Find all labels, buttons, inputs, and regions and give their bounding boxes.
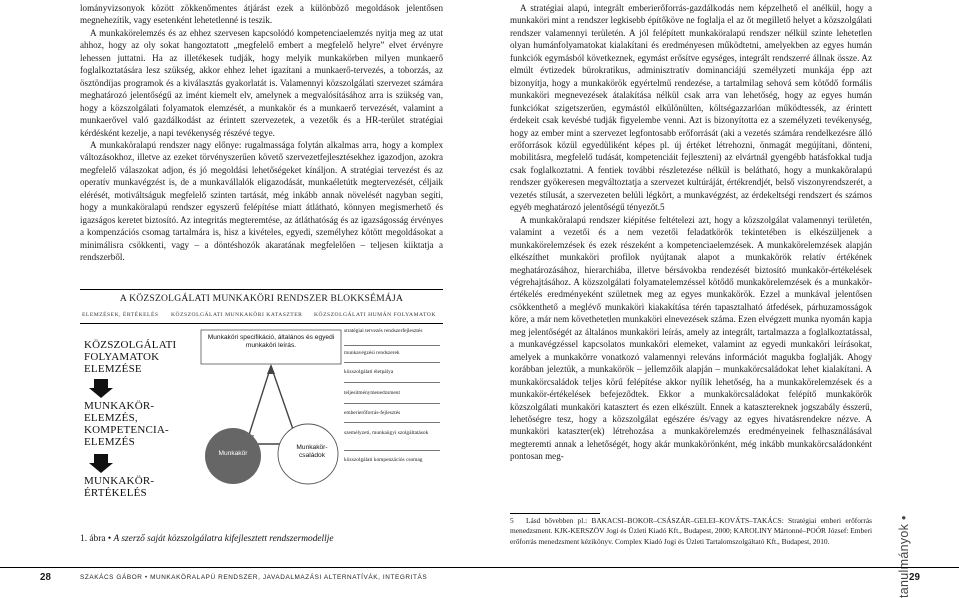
right-paragraph: A munkaköralapú rendszer kiépítése feltételezi azt, hogy a közszolgálat valamennyi területén, valamint a vezetői és a nem vezetői feladatkörök tekintetében is elkészüljenek a munkakörelemzések és ezek részeként a kompetenciaelemzések. A munkakörelemzések alapján elkészíthet munkaköri profilok nyújtanak alapot a munkakörök relatív értékének meghatározásához, hierarchiába, illetve bérsávokba rendezését biztosító munkakör-értékelések végrehajtásához. A közszolgálati folyamatelemzéssel kötődő munkakörelemzések és a munkakör-értékelés eredményeként születnek meg az egyes munkakörök. Ezzel a munkával jelentősen csökkenthető a meglévő munkaköri kiakakítása térén tapasztalható átfedések, párhuzamosságok köre, a már nem követhetetlen munkaköri elnevezések száma. Ezen elvégzett munka nyomán kapja meg jelentőségét az általános munkaköri leírás, amely az integrált, tartalmazza a foglalkoztatással, a munkavégzéssel kapcsolatos munkaköri elemeket, valamint az egyedi munkaköri leírásokat, amelyek a munkakörre vonatkozó valamennyi releváns információt magukba foglalják. Ahogy korábban jeleztük, a munkakörök – jellemzőik alapján – munkakörcsaládokat lehet kialakítani. A munkakörcsaládok teljes körű felépítése akkor nyílik lehetőség, ha a munkakörelemzések és a munkakör-értékelések befejeződtek. Ekkor a munkakörcsaládokat felépítő munkakörök közszolgálati munkaköri katasztert és ezen elkészült. Ennek a katasztereknek jogszabály ésszerű, lehetőségre tesz, hogy a közszolgálat egészére és/vagy az egyes hivatásrendekre nézve. A munkaköri kataszter(ek) létrehozása a munkakörelemzés eredményeinek felhasználásával megteremti annak a lehetőségét, hogy akár munkakörönként, még inkább munkakörcsaládonként pontosan meg- <box>510 214 872 462</box>
section-side-label: tanulmányok • <box>897 515 911 598</box>
figure-caption <box>80 534 334 544</box>
process-divider <box>344 345 440 346</box>
right-text-column <box>510 2 872 463</box>
process-divider <box>344 362 440 363</box>
left-paragraph: lományvizsonyok között zökkenőmentes átjárást ezek a különböző megoldások jelentősen megnehezítik, vagy esetenként lehetetlenné is teszik. <box>80 3 443 26</box>
figure-title: A KÖZSZOLGÁLATI MUNKAKÖRI RENDSZER BLOKKSÉMÁJA <box>119 293 404 304</box>
process-divider <box>344 450 440 451</box>
triangle-diagram <box>196 326 346 486</box>
footnote-number: 5 <box>510 516 514 525</box>
figure-caption-number: 1. ábra • <box>80 534 114 544</box>
footer-divider <box>0 567 959 568</box>
process-divider <box>344 382 440 383</box>
specification-text: Munkaköri specifikáció, általános és egyedi munkaköri leírás. <box>207 334 335 349</box>
footnote-divider <box>510 513 600 514</box>
process-divider <box>344 403 440 404</box>
arrow-line <box>271 366 296 438</box>
figure-header-processes: KÖZSZOLGÁLATI HUMÁN FOLYAMATOK <box>314 312 436 318</box>
footnote-text: Lásd bővebben pl.: BAKACSI–BOKOR–CSÁSZÁR–GELEI–KOVÁTS–TAKÁCS: Stratégiai emberi erőforrás menedzsment. KJK-KERSZÖV Jogi és Üzleti Kiadó Kft., Budapest, 2000; KAROLINY Mártonné–POÓR József: Emberi erőforrás menedzsment kézikönyv. Complex Kiadó Jogi és Üzleti Tartalomszolgáltató Kft., Budapest, 2010. <box>510 516 872 546</box>
stage-job-evaluation: MUNKAKÖR-ÉRTÉKELÉS <box>84 475 155 499</box>
footnote <box>510 516 872 547</box>
block-diagram-figure <box>80 289 443 530</box>
process-item: munkavégzési rendszerek <box>344 350 400 356</box>
arrow-line <box>248 366 271 438</box>
page-number-right: 29 <box>909 572 920 583</box>
stage-job-analysis: MUNKAKÖR-ELEMZÉS, KOMPETENCIA-ELEMZÉS <box>84 400 169 448</box>
figure-caption-text: A szerző saját közszolgálatra kifejlesztett rendszermodellje <box>113 534 334 544</box>
process-item: közszolgálati életpálya <box>344 369 394 375</box>
left-paragraph: A munkakörelemzés és az ehhez szervesen kapcsolódó kompetenciaelemzés nyitja meg az utat ahhoz, hogy az oly sokat hangoztatott „megfelelő embert a megfelelő helyre” elvet érvényre lehessen juttatni. Ha az illetékesek tudják, hogy melyik munkakörben milyen munkaerő foglalkoztatására lesz szükség, akkor ehhez lehet igazítani a munkaerő-tervezés, a toborzás, az ösztöndíjas programok és a kiválasztás gyakorlatát is. Valamennyi közszolgálati szervezet számára meghatározó jelentőségű az imént kiemelt elv, amelynek a megvalósításához arra is szükség van, hogy a közszolgálati folyamatok elemzését, a munkakör és a munkaerő tervezését, valamint a munkaerővel való gazdálkodást az érintett szervezetek, a vezetők és a HR-terület stratégiai kérdésként kezelje, a napi tevékenység részévé tegye. <box>80 27 443 138</box>
process-item: közszolgálati kompenzációs csomag <box>344 457 423 463</box>
figure-header-analysis: ELEMZÉSEK, ÉRTÉKELÉS <box>82 312 159 318</box>
process-item: személyzeti, munkaügyi szolgáltatások <box>344 430 429 436</box>
figure-header-cadastre: KÖZSZOLGÁLATI MUNKAKÖRI KATASZTER <box>171 312 303 318</box>
right-paragraph: A stratégiai alapú, integrált emberierőforrás-gazdálkodás nem képzelhető el anélkül, hogy a munkaköri mint a rendszer legkisebb építőköve ne foglalja el az őt megillető helyet a közszolgálati rendszer valamennyi területén. A jól felépített munkaköralapú rendszer nélkül szinte lehetetlen olyan humánfolyamatokat kialakítani és eredményesen működtetni, amelyekben az egyes humán funkciók egymásból következnek, egymást erősítve egységes, integrált rendszerré állnak össze. Az elmúlt évtizedek bürokratikus, adminisztratív dominanciájú személyzeti munkája épp azt bizonyítja, hogy a munkakörök egyértelmű rendezése, a tartalmilag sehová sem kötődő formális munkaköri megnevezések átalakítása nélkül csak arra van lehetőség, hogy az egyes humán funkciókat szigetszerűen, egymástól elkülönülten, költségazzarlóan működtessék, az érintett érdekeit csak kevésbé tudják figyelembe venni. Azt is bizonyította ez a személyzeti tevékenység, hogy az ember mint a szervezet legfontosabb erőforrását (aki a vezetés számára rendelkezésre álló erőforrások közül egyedüliként képes pl. új értéket létrehozni, önmagát megújítani, dönteni, mobilitásra, megfelelő tudását, kompetenciáit fejleszteni) az elvártnál gyengébb hatásfokkal tudja csak foglalkoztatni. A fentiek további részletezése nélkül is belátható, hogy a munkaköralapú rendszer gyökeresen megváltoztatja a szervezet kultúráját, értékrendjét, belső viszonyrendszerét, a vezetés stílusát, a szervezeten belüli légkört, a munkavégzést, az érdekeltségi rendszert és számos egyéb meghatározó jelentőségű tényezőt.5 <box>510 3 872 213</box>
process-divider <box>344 422 440 423</box>
left-text-column <box>80 2 443 264</box>
job-family-label: Munkakör-családok <box>296 444 328 459</box>
left-paragraph: A munkaköralapú rendszer nagy előnye: rugalmassága folytán alkalmas arra, hogy a komplex változásokhoz, illetve az ezeket törvényszerűen követő szervezetfejlesztésekhez igazodjon, azokra megfelelő válaszokat adjon, és jó megoldási lehetőségeket kínáljon. A stratégiai tervezést és az operatív munkavégzést is, de a munkavállalók eligazodását, munkaéletútk megtervezését, céljaik elérését, motiváltságuk megfelelő szinten tartását, még inkább annak növelését nagyban segíti, hogy a munkaköralapú rendszer egyszerű felépítése miatt átlátható, könnyen megismerhető és igazságos keretet biztosító. Az integritás megteremtése, az átláthatóság és az igazságosság érvényes a kompenzációs csomag tartalmára is, hisz a kivételes, egyedi, személyhez kötött megoldásokat a minimálisra csökkenti, vagy – a döntéshozók akaratának megfelelően – teljesen kiiktatja a rendszerből. <box>80 139 443 263</box>
page-number-left: 28 <box>40 572 51 583</box>
process-item: stratégiai tervezés rendszerfejlesztés <box>344 328 423 334</box>
process-item: emberierőforrás-fejlesztés <box>344 410 401 416</box>
stage-process-analysis: KÖZSZOLGÁLATI FOLYAMATOK ELEMZÉSE <box>84 339 177 375</box>
process-item: teljesítménymenedzsment <box>344 390 400 396</box>
running-head: SZAKÁCS GÁBOR • MUNKAKÖRALAPÚ RENDSZER, JAVADALMAZÁSI ALTERNATÍVÁK, INTEGRITÁS <box>80 574 428 581</box>
job-label: Munkakör <box>218 450 248 457</box>
arrow-head-icon <box>267 364 275 374</box>
figure-divider <box>80 323 443 324</box>
